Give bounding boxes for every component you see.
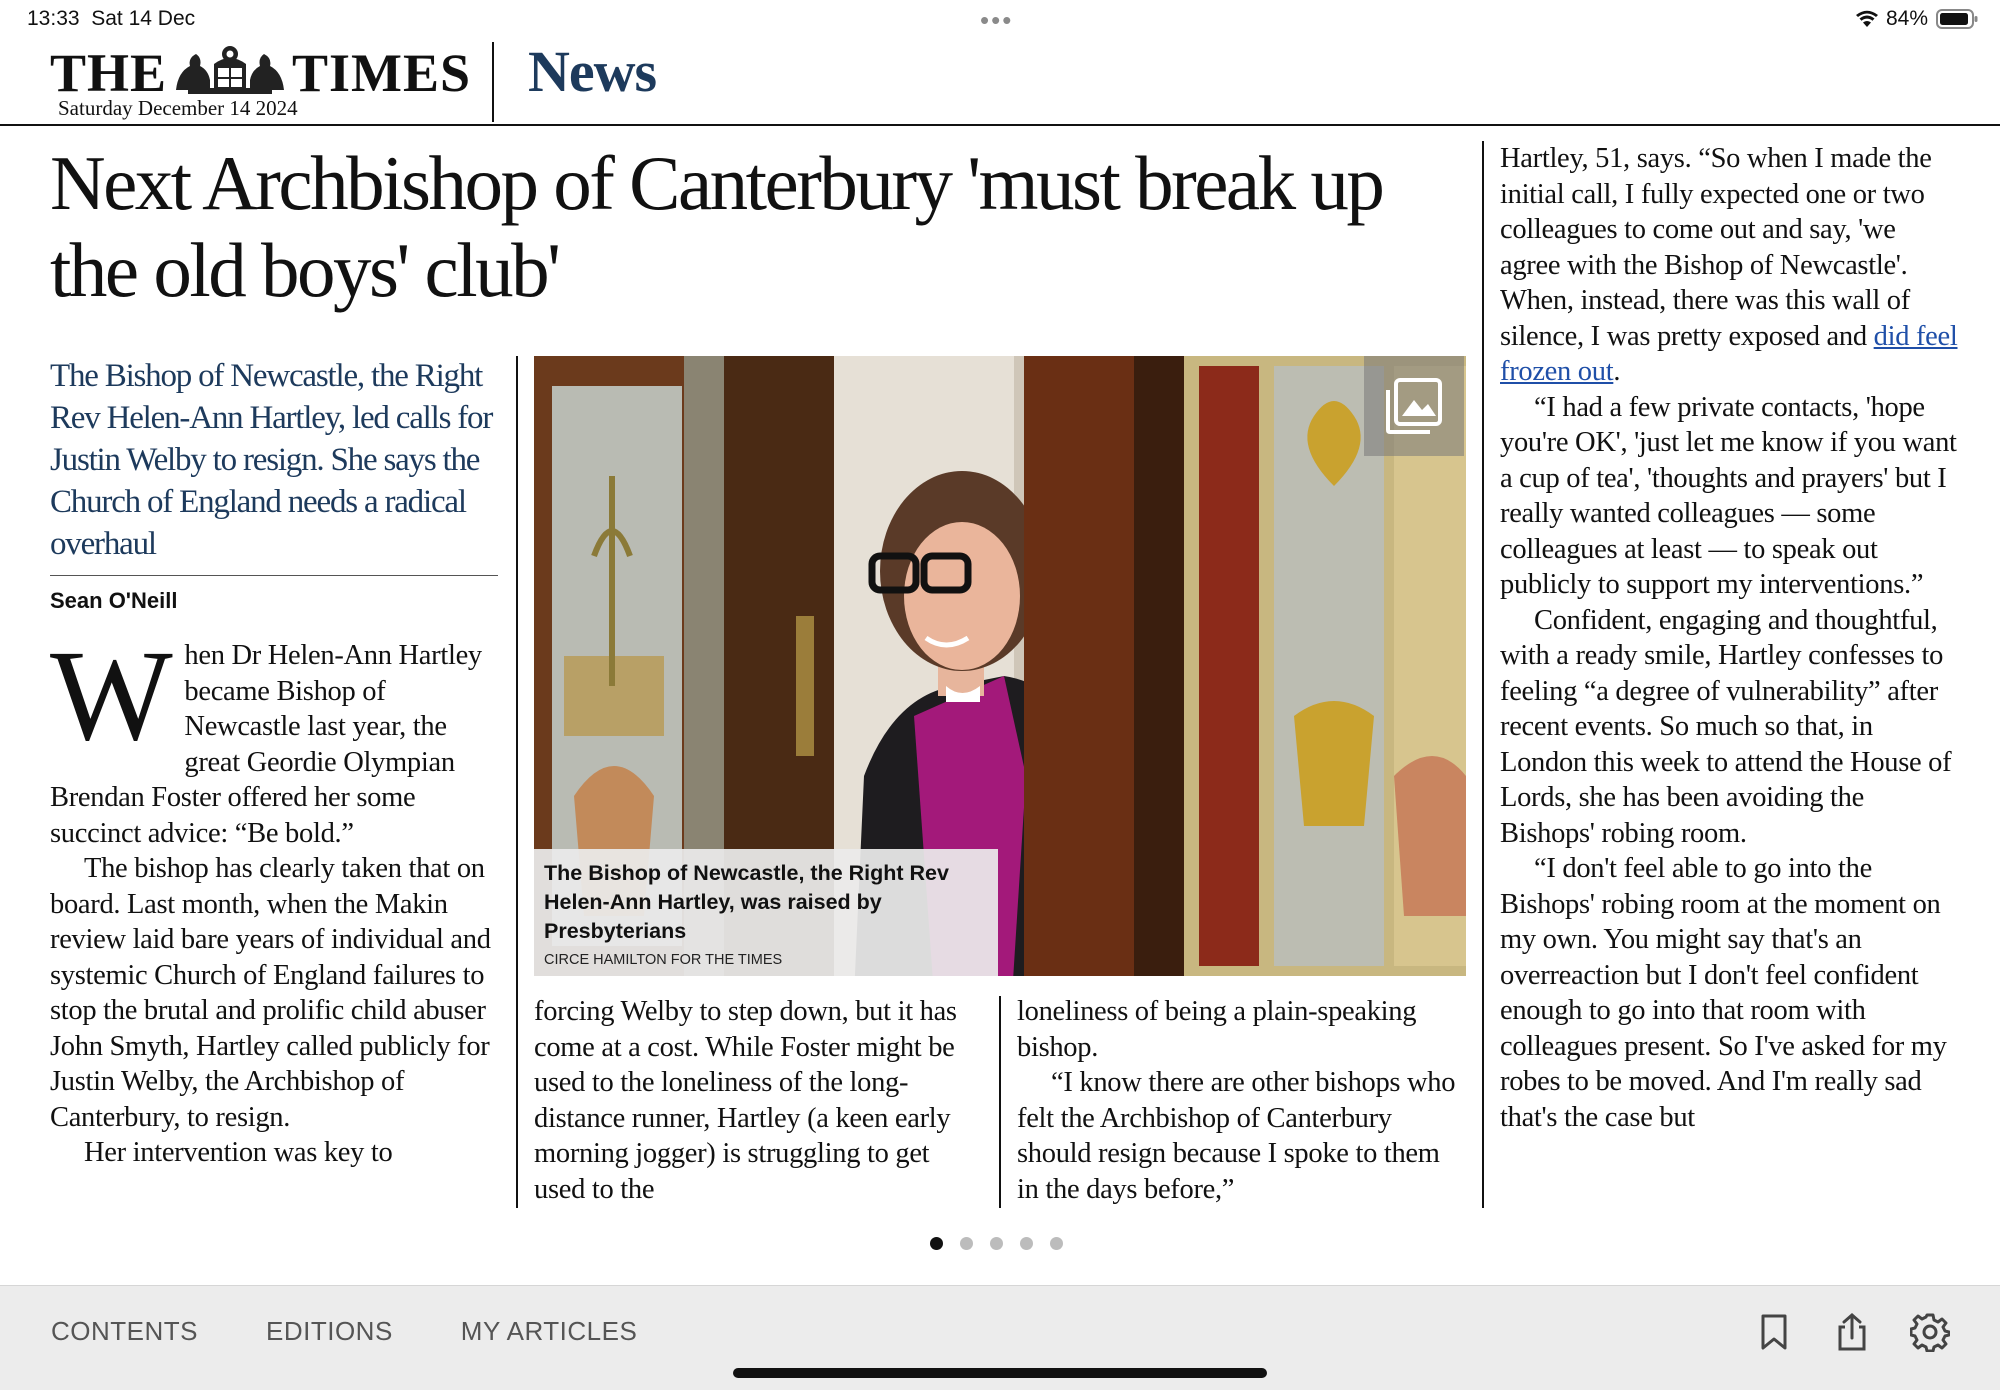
status-bar — [0, 0, 2000, 38]
paragraph — [50, 624, 500, 851]
caption-text: The Bishop of Newcastle, the Right Rev Helen-Ann Hartley, was raised by Presbyterians — [544, 861, 949, 943]
article-photo[interactable] — [534, 356, 1466, 976]
paragraph-text: hen Dr Helen-Ann Hartley became Bishop of Newcastle last year, the great Geordie Olympian Brendan Foster offered her some succinct advice: “Be bold.” — [50, 640, 482, 849]
article-headline: Next Archbishop of Canterbury 'must break up the old boys' club' — [50, 140, 1383, 313]
page-dot-1[interactable] — [930, 1237, 943, 1250]
status-indicators — [1856, 7, 1978, 31]
paragraph-text: . — [1613, 356, 1621, 387]
article-column-3 — [1017, 994, 1457, 1207]
paragraph: “I know there are other bishops who felt the Archbishop of Canterbury should resign because I spoke to them in the days before,” — [1017, 1067, 1456, 1205]
editions-button[interactable]: EDITIONS — [266, 1316, 393, 1346]
page-indicator[interactable] — [930, 1237, 1063, 1250]
gallery-button[interactable] — [1364, 356, 1464, 456]
standfirst-divider — [50, 575, 498, 576]
battery-icon — [1936, 9, 1978, 29]
article-standfirst: The Bishop of Newcastle, the Right Rev Helen-Ann Hartley, led calls for Justin Welby to resign. She says the Church of England needs a radical overhaul — [50, 358, 493, 562]
page-dot-2[interactable] — [960, 1237, 973, 1250]
article-column-4 — [1500, 141, 1960, 1135]
column-divider — [516, 356, 518, 1208]
section-title[interactable]: News — [528, 39, 657, 104]
paragraph: The bishop has clearly taken that on board. Last month, when the Makin review laid bare years of individual and systemic Church of England failures to stop the brutal and prolific child abuser John Smyth, Hartley called publicly for Justin Welby, the Archbishop of Canterbury, to resign. — [50, 853, 491, 1133]
battery-percent: 84% — [1885, 7, 1928, 30]
photo-credit: CIRCE HAMILTON FOR THE TIMES — [544, 952, 783, 968]
status-time — [27, 7, 195, 31]
home-indicator[interactable] — [733, 1368, 1267, 1378]
page-dot-4[interactable] — [1020, 1237, 1033, 1250]
logo-word-the: THE — [50, 43, 168, 103]
bottom-actions — [1754, 1312, 1950, 1352]
masthead-divider — [492, 42, 494, 122]
page-dot-5[interactable] — [1050, 1237, 1063, 1250]
multitasking-dots[interactable]: ••• — [980, 5, 1014, 35]
paragraph: Confident, engaging and thoughtful, with a ready smile, Hartley confesses to feeling “a degree of vulnerability” after recent events. So much so that, in London this week to attend the House of Lords, she has been avoiding the Bishops' robing room. — [1500, 604, 1952, 849]
the-times-logo[interactable] — [50, 42, 472, 103]
page-dot-3[interactable] — [990, 1237, 1003, 1250]
paragraph-text: Hartley, 51, says. “So when I made the initial call, I fully expected one or two colleagues to come out and say, 'we agree with the Bishop of Newcastle'. When, instead, there was this wall of silence, I was pretty exposed and — [1500, 143, 1932, 352]
gallery-icon — [1382, 374, 1446, 438]
frozen-out-link[interactable]: did feel frozen out — [1500, 320, 1958, 387]
contents-button[interactable]: CONTENTS — [51, 1316, 198, 1346]
edition-date: Saturday December 14 2024 — [58, 96, 298, 120]
column-divider — [1482, 141, 1484, 1208]
paragraph: forcing Welby to step down, but it has come at a cost. While Foster might be used to the loneliness of the long-distance runner, Hartley (a keen early morning jogger) is struggling to get used to the — [534, 996, 957, 1205]
bottom-nav — [51, 1316, 637, 1347]
wifi-icon — [1856, 10, 1878, 28]
author-byline[interactable]: Sean O'Neill — [50, 588, 178, 613]
paragraph: “I had a few private contacts, 'hope you're OK', 'just let me know if you want a cup of tea', 'thoughts and prayers' but I really wanted colleagues — some colleagues at least — to speak out publicly to support my interventions.” — [1500, 391, 1957, 600]
status-date: Sat 14 Dec — [91, 7, 196, 30]
my-articles-button[interactable]: MY ARTICLES — [460, 1316, 638, 1346]
royal-crest-icon — [168, 44, 292, 96]
settings-icon[interactable] — [1910, 1312, 1950, 1352]
status-clock: 13:33 — [27, 7, 80, 30]
paragraph: “I don't feel able to go into the Bishops' robing room at the moment on my own. You might say that's an overreaction but I don't feel confident enough to go into that room with colleagues present. So I've asked for my robes to be moved. And I'm really sad that's the case but — [1500, 853, 1947, 1133]
bookmark-icon[interactable] — [1754, 1312, 1794, 1352]
article-column-1 — [50, 624, 500, 1171]
share-icon[interactable] — [1832, 1312, 1872, 1352]
drop-cap: W — [50, 624, 173, 768]
logo-word-times: TIMES — [292, 43, 472, 103]
paragraph: Her intervention was key to — [84, 1137, 393, 1168]
paragraph — [1500, 141, 1960, 390]
masthead — [0, 38, 2000, 126]
article-column-2 — [534, 994, 974, 1207]
paragraph: loneliness of being a plain-speaking bishop. — [1017, 996, 1417, 1063]
photo-caption — [534, 849, 998, 976]
column-divider — [999, 996, 1001, 1208]
